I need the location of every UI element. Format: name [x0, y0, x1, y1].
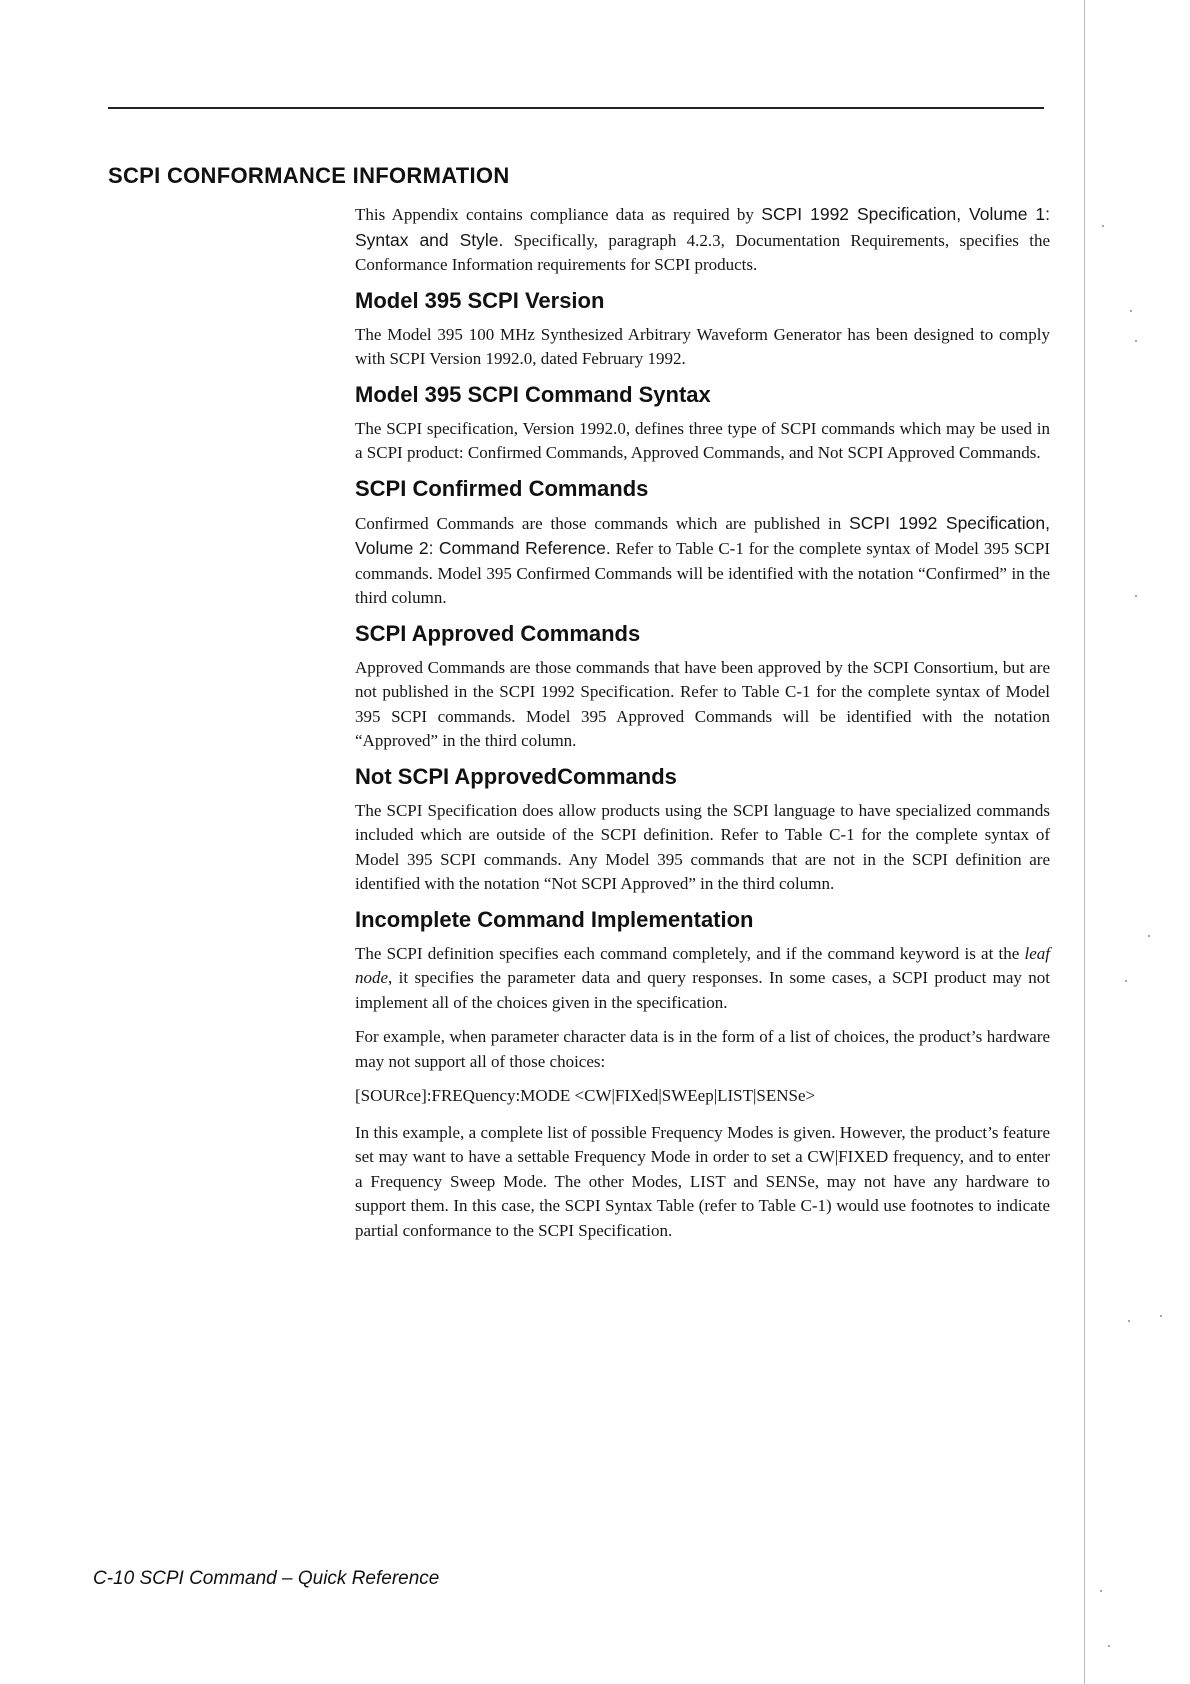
intro-text-1: This Appendix contains compliance data as required by	[355, 205, 762, 224]
heading-version: Model 395 SCPI Version	[355, 287, 605, 313]
scan-speck	[1128, 1320, 1130, 1322]
section-title: SCPI CONFORMANCE INFORMATION	[108, 163, 510, 188]
scan-speck	[1130, 310, 1132, 312]
spec-title-volume-1: SCPI 1992 Specification, Volume 1: Syntax and Style.	[355, 204, 1050, 250]
top-rule	[108, 107, 1044, 109]
syntax-paragraph: The SCPI specification, Version 1992.0, defines three type of SCPI commands which may be used in a SCPI product: Confirmed Commands, Approved Commands, and Not SCPI Approved Commands.	[355, 418, 1050, 462]
version-paragraph: The Model 395 100 MHz Synthesized Arbitrary Waveform Generator has been designed to comply with SCPI Version 1992.0, dated February 1992.	[355, 324, 1050, 368]
heading-command-syntax: Model 395 SCPI Command Syntax	[355, 381, 711, 407]
command-example: [SOURce]:FREQuency:MODE <CW|FIXed|SWEep|LIST|SENSe>	[355, 1086, 816, 1105]
incomplete-paragraph-1	[355, 942, 1050, 1016]
body-content	[355, 202, 1050, 1253]
leaf-node-term: leaf node	[355, 943, 1050, 987]
confirmed-text-1: Confirmed Commands are those commands which are published in	[355, 513, 850, 533]
incomplete-text-1b: , it specifies the parameter data and query responses. In some cases, a SCPI product may not implement all of the choices given in the specification.	[355, 968, 1050, 1012]
heading-not-approved-commands: Not SCPI ApprovedCommands	[355, 763, 677, 789]
scan-speck	[1148, 935, 1150, 937]
heading-confirmed-commands: SCPI Confirmed Commands	[355, 475, 649, 501]
confirmed-paragraph	[355, 511, 1050, 611]
scan-speck	[1125, 980, 1127, 982]
scan-speck	[1102, 225, 1104, 227]
page-footer: C-10 SCPI Command – Quick Reference	[93, 1568, 440, 1589]
scan-speck	[1108, 1645, 1110, 1647]
incomplete-paragraph-3: In this example, a complete list of possible Frequency Modes is given. However, the product’s feature set may want to have a settable Frequency Mode in order to set a CW|FIXED frequency, and to enter a Frequency Sweep Mode. The other Modes, LIST and SENSe, may not have any hardware to support them. In this case, the SCPI Syntax Table (refer to Table C-1) would use footnotes to indicate partial conformance to the SCPI Specification.	[355, 1122, 1050, 1240]
heading-incomplete-implementation: Incomplete Command Implementation	[355, 906, 754, 932]
scan-speck	[1100, 1590, 1102, 1592]
heading-approved-commands: SCPI Approved Commands	[355, 620, 641, 646]
confirmed-text-2: Refer to Table C-1 for the complete syntax of Model 395 SCPI commands. Model 395 Confirmed Commands will be identified with the notation “Confirmed” in the third column.	[355, 539, 1050, 607]
incomplete-paragraph-2: For example, when parameter character data is in the form of a list of choices, the product’s hardware may not support all of those choices:	[355, 1027, 1050, 1071]
scan-speck	[1135, 595, 1137, 597]
scan-speck	[1135, 340, 1137, 342]
spec-title-volume-2: SCPI 1992 Specification, Volume 2: Command Reference.	[355, 512, 1050, 558]
intro-paragraph	[355, 202, 1050, 278]
scan-speck	[1160, 1315, 1162, 1317]
scan-edge-line	[1084, 0, 1085, 1684]
incomplete-text-1a: The SCPI definition specifies each command completely, and if the command keyword is at the	[355, 943, 1025, 963]
approved-paragraph: Approved Commands are those commands that have been approved by the SCPI Consortium, but are not published in the SCPI 1992 Specification. Refer to Table C-1 for the complete syntax of Model 395 SCPI commands. Model 395 Approved Commands will be identified with the notation “Approved” in the third column.	[355, 657, 1050, 750]
intro-text-2: Specifically, paragraph 4.2.3, Documentation Requirements, specifies the Conformance Information requirements for SCPI products.	[355, 230, 1050, 274]
not-approved-paragraph: The SCPI Specification does allow products using the SCPI language to have specialized commands included which are outside of the SCPI definition. Refer to Table C-1 for the complete syntax of Model 395 SCPI commands. Any Model 395 commands that are not in the SCPI definition are identified with the notation “Not SCPI Approved” in the third column.	[355, 800, 1050, 893]
